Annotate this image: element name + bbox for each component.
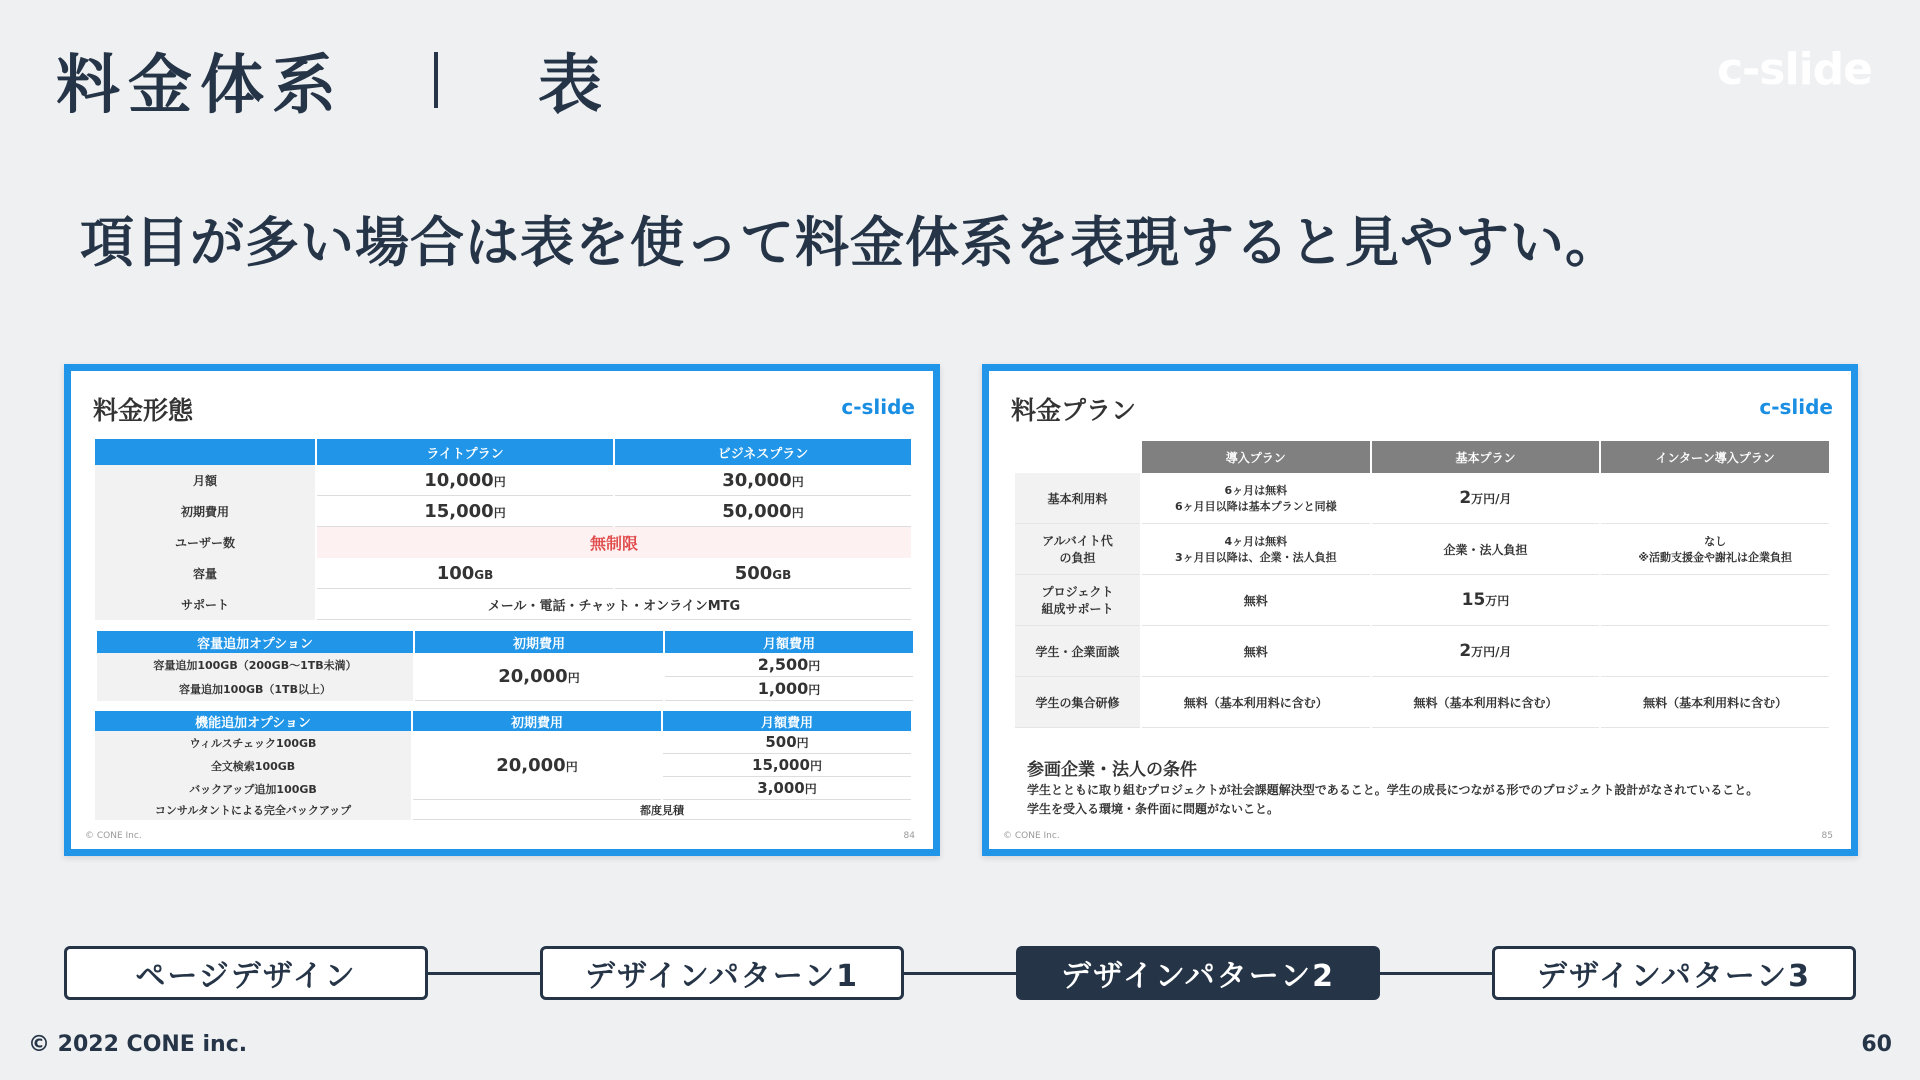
nav-connector [902, 972, 1018, 975]
basic-cell: 2万円/月 [1372, 626, 1600, 677]
nav-design-pattern-1[interactable]: デザインパターン1 [540, 946, 904, 1000]
price-cell: 50,000円 [615, 496, 911, 527]
price-cell: 30,000円 [615, 465, 911, 496]
plan-header: 導入プラン [1142, 441, 1370, 473]
condition-line: 学生とともに取り組むプロジェクトが社会課題解決型であること。学生の成長につながる形でのプロジェクト設計がなされていること。 [1027, 783, 1759, 797]
option-monthly: 2,500円 [665, 653, 913, 677]
intro-cell: 4ヶ月は無料 3ヶ月目以降は、企業・法人負担 [1142, 524, 1370, 575]
capacity-cell: 500GB [615, 558, 911, 589]
intro-cell: 無料 [1142, 575, 1370, 626]
intern-cell [1601, 473, 1829, 524]
basic-cell: 企業・法人負担 [1372, 524, 1600, 575]
blank-header [95, 439, 315, 465]
blank-header [1015, 441, 1140, 473]
intro-cell: 無料（基本利用料に含む） [1142, 677, 1370, 728]
slide-page-number: 84 [903, 831, 915, 841]
basic-cell: 無料（基本利用料に含む） [1372, 677, 1600, 728]
monthly-header: 月額費用 [663, 711, 911, 731]
lead-text: 項目が多い場合は表を使って料金体系を表現すると見やすい。 [80, 211, 1620, 274]
option-monthly: 1,000円 [665, 677, 913, 701]
slide-copyright: © CONE Inc. [85, 831, 142, 841]
plan-header: ライトプラン [317, 439, 613, 465]
brand-logo: c-slide [1716, 44, 1872, 95]
monthly-header: 月額費用 [665, 631, 913, 653]
title-separator [434, 52, 438, 108]
row-label: 月額 [95, 465, 315, 496]
slide-logo: c-slide [841, 395, 915, 419]
basic-cell: 2万円/月 [1372, 473, 1600, 524]
price-cell: 15,000円 [317, 496, 613, 527]
page-title-sub: 表 [538, 49, 610, 123]
page-title [56, 34, 610, 126]
option-label: 容量追加100GB（1TB以上） [97, 677, 413, 701]
option-label: ウィルスチェック100GB [95, 731, 411, 754]
row-label: アルバイト代 の負担 [1015, 524, 1140, 575]
nav-design-pattern-2[interactable]: デザインパターン2 [1016, 946, 1380, 1000]
conditions-title: 参画企業・法人の条件 [1027, 760, 1197, 780]
intern-cell [1601, 575, 1829, 626]
option-initial: 20,000円 [413, 731, 661, 800]
row-label: 学生・企業面談 [1015, 626, 1140, 677]
row-label: 初期費用 [95, 496, 315, 527]
slide-title: 料金形態 [93, 396, 194, 425]
support-cell: メール・電話・チャット・オンラインMTG [317, 589, 911, 620]
condition-line: 学生を受入る環境・条件面に問題がないこと。 [1027, 802, 1280, 816]
accent-bar-left [982, 364, 989, 610]
row-label: ユーザー数 [95, 527, 315, 558]
price-cell: 10,000円 [317, 465, 613, 496]
intern-cell: なし ※活動支援金や謝礼は企業負担 [1601, 524, 1829, 575]
row-label: 容量 [95, 558, 315, 589]
option-monthly: 15,000円 [663, 754, 911, 777]
page-number: 60 [1861, 1032, 1892, 1057]
plan-header: 基本プラン [1372, 441, 1600, 473]
intern-cell [1601, 626, 1829, 677]
capacity-cell: 100GB [317, 558, 613, 589]
option-label: コンサルタントによる完全バックアップ [95, 800, 411, 820]
option-label: バックアップ追加100GB [95, 777, 411, 800]
unlimited-cell: 無制限 [317, 527, 911, 558]
intern-cell: 無料（基本利用料に含む） [1601, 677, 1829, 728]
estimate-cell: 都度見積 [413, 800, 911, 820]
intro-cell: 無料 [1142, 626, 1370, 677]
page-title-main: 料金体系 [56, 49, 344, 123]
footer-copyright: © 2022 CONE inc. [28, 1032, 248, 1057]
nav-page-design[interactable]: ページデザイン [64, 946, 428, 1000]
slide-thumbnail-pricing-form[interactable] [64, 364, 940, 856]
row-label: 基本利用料 [1015, 473, 1140, 524]
pricing-table [93, 439, 913, 620]
initial-header: 初期費用 [413, 711, 661, 731]
slide-title: 料金プラン [1011, 396, 1137, 425]
basic-cell: 15万円 [1372, 575, 1600, 626]
initial-header: 初期費用 [415, 631, 663, 653]
option-label: 全文検索100GB [95, 754, 411, 777]
plan-header: インターン導入プラン [1601, 441, 1829, 473]
row-label: 学生の集合研修 [1015, 677, 1140, 728]
slide-copyright: © CONE Inc. [1003, 831, 1060, 841]
feature-options-table [93, 711, 913, 820]
option-monthly: 500円 [663, 731, 911, 754]
row-label: プロジェクト 組成サポート [1015, 575, 1140, 626]
option-initial: 20,000円 [415, 653, 663, 701]
accent-bar-top [982, 364, 1420, 371]
options-header: 容量追加オプション [97, 631, 413, 653]
row-label: サポート [95, 589, 315, 620]
slide-thumbnail-pricing-plan[interactable] [982, 364, 1858, 856]
options-header: 機能追加オプション [95, 711, 411, 731]
slide-page-number: 85 [1821, 831, 1833, 841]
slide-logo: c-slide [1759, 395, 1833, 419]
nav-design-pattern-3[interactable]: デザインパターン3 [1492, 946, 1856, 1000]
intro-cell: 6ヶ月は無料 6ヶ月目以降は基本プランと同様 [1142, 473, 1370, 524]
capacity-options-table [95, 631, 915, 701]
option-label: 容量追加100GB（200GB〜1TB未満） [97, 653, 413, 677]
nav-connector [426, 972, 542, 975]
plan-header: ビジネスプラン [615, 439, 911, 465]
option-monthly: 3,000円 [663, 777, 911, 800]
nav-connector [1378, 972, 1494, 975]
plan-table [1013, 441, 1831, 728]
